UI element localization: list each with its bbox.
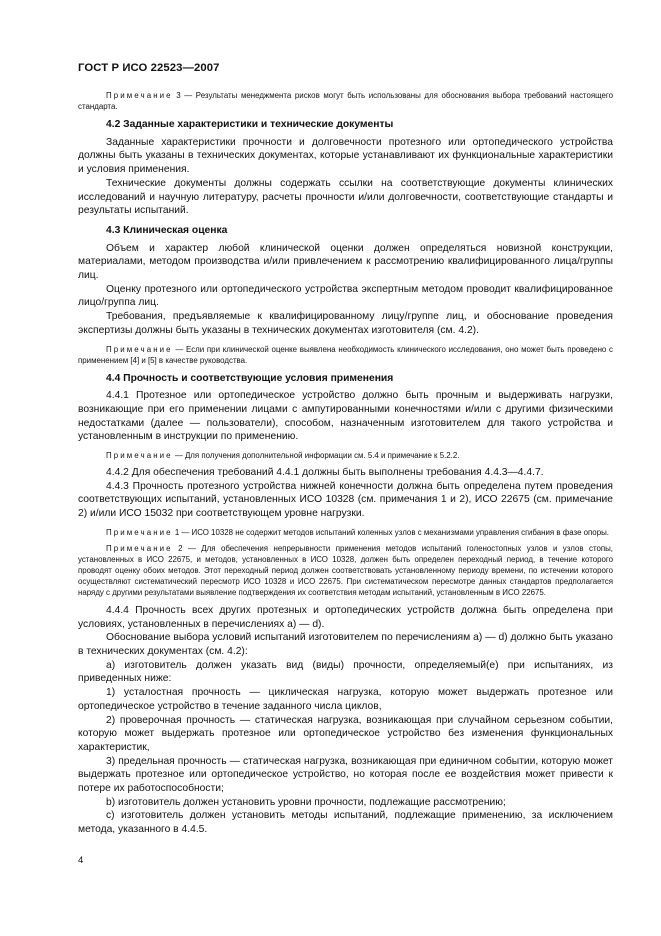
paragraph: Оценку протезного или ортопедического устройства экспертным методом проводит квалифицированное лицо/группа лиц. — [78, 283, 613, 309]
note-4-4-1 — [78, 450, 613, 461]
note-4-4-3-2 — [78, 543, 613, 598]
page-number: 4 — [78, 855, 84, 866]
list-item-a-1: 1) усталостная прочность — циклическая нагрузка, которую может выдержать протезное или ортопедическое устройство в течение заданного числа циклов, — [78, 687, 613, 712]
note-4-3 — [78, 344, 613, 366]
paragraph: Требования, предъявляемые к квалифицированному лицу/группе лиц, и обоснование проведения экспертизы должны быть указаны в технических документах изготовителя (см. 4.2). — [78, 311, 613, 336]
paragraph-4-4-4: 4.4.4 Прочность всех других протезных и ортопедических устройств должна быть определена при условиях, установленных в перечислениях а) — d). — [78, 604, 613, 630]
paragraph-4-4-3: 4.4.3 Прочность протезного устройства нижней конечности должна быть определена путем проведения соответствующих испытаний, установленных ИСО 10328 (см. примечания 1 и 2), ИСО 22675 (см. примечание 2) и/или ИСО 15032 при соответствующем уровне нагрузки. — [78, 480, 613, 520]
list-item-a-3: 3) предельная прочность — статическая нагрузка, возникающая при единичном событии, которую может выдержать протезное или ортопедическое устройство, но которая после ее воздействия может привести к потере их работоспособности; — [78, 755, 613, 795]
list-item-b: b) изготовитель должен установить уровни прочности, подлежащие рассмотрению; — [106, 796, 506, 808]
note-3 — [78, 90, 613, 112]
paragraph: Обоснование выбора условий испытаний изготовителем по перечислениям а) — d) должно быть указано в технических документах (см. 4.2): — [78, 632, 613, 657]
note-text: — Если при клинической оценке выявлена необходимость клинического исследования, оно может быть проведено с применением [4] и [5] в качестве руководства. — [78, 344, 613, 365]
list-item-c: с) изготовитель должен установить методы испытаний, подлежащие применению, за исключением метода, указанного в 4.4.5. — [78, 810, 613, 836]
section-heading-4-3: 4.3 Клиническая оценка — [106, 224, 228, 236]
paragraph: Объем и характер любой клинической оценки должен определяться новизной конструкции, материалами, методом производства и/или привлечением к рассмотрению квалифицированного лица/группы лиц. — [78, 242, 613, 282]
note-label: Примечание — [106, 91, 173, 100]
paragraph: Заданные характеристики прочности и долговечности протезного или ортопедического устройства должны быть указаны в технических документах, которые устанавливают их функциональные характеристики и условия применения. — [78, 136, 613, 176]
paragraph-4-4-1: 4.4.1 Протезное или ортопедическое устройство должно быть прочным и выдерживать нагрузки, возникающие при его применении лицами с ампутированными конечностями и/или с другими физическими недостатками (далее — пользователи), способом, назначенным изготовителем для такого устройства и установленным в инструкции по применению. — [78, 390, 613, 443]
document-body — [78, 90, 613, 837]
note-text: 1 — ИСО 10328 не содержит методов испытаний коленных узлов с механизмами управления сгибания в фазе опоры. — [172, 527, 609, 537]
note-text: — Для получения дополнительной информации см. 5.4 и примечание к 5.2.2. — [172, 451, 460, 461]
note-label: Примечание — [106, 527, 173, 537]
document-header: ГОСТ Р ИСО 22523—2007 — [78, 62, 220, 74]
note-label: Примечание — [106, 543, 173, 553]
section-heading-4-4: 4.4 Прочность и соответствующие условия применения — [106, 372, 394, 384]
section-heading-4-2: 4.2 Заданные характеристики и технические документы — [106, 119, 394, 130]
list-item-a: а) изготовитель должен указать вид (виды) прочности, определяемый(е) при испытаниях, из приведенных ниже: — [78, 659, 613, 685]
note-4-4-3-1 — [78, 527, 613, 538]
note-label: Примечание — [106, 344, 173, 354]
paragraph-4-4-2: 4.4.2 Для обеспечения требований 4.4.1 должны быть выполнены требования 4.4.3—4.4.7. — [106, 467, 544, 479]
note-text: 3 — Результаты менеджмента рисков могут быть использованы для обоснования выбора требований настоящего стандарта. — [78, 91, 613, 111]
note-label: Примечание — [106, 451, 173, 461]
paragraph: Технические документы должны содержать ссылки на соответствующие документы клинических исследований и научную литературу, расчеты прочности и/или долговечности, соответствующие стандарты и результаты испытаний. — [78, 177, 613, 217]
list-item-a-2: 2) проверочная прочность — статическая нагрузка, возникающая при случайном серьезном событии, которую может выдержать протезное или ортопедическое устройство без изменения функциональных характеристик, — [78, 714, 613, 753]
note-text: 2 — Для обеспечения непрерывности применения методов испытаний голеностопных узлов и узлов стопы, установленных в ИСО 22675, и методов, установленных в ИСО 10328, должен быть определен переходный период, в течение которого проводят оценку обоих методов. Этот переходный период должен соответствовать установленному периоду времени, по истечении которого осуществляют систематический пересмотр ИСО 10328 и ИСО 22675. При систематическом пересмотре данных стандартов предполагается наряду с другими результатами выявление подтверждения их соответствия методам испытаний, установленным в ИСО 22675. — [78, 543, 613, 597]
